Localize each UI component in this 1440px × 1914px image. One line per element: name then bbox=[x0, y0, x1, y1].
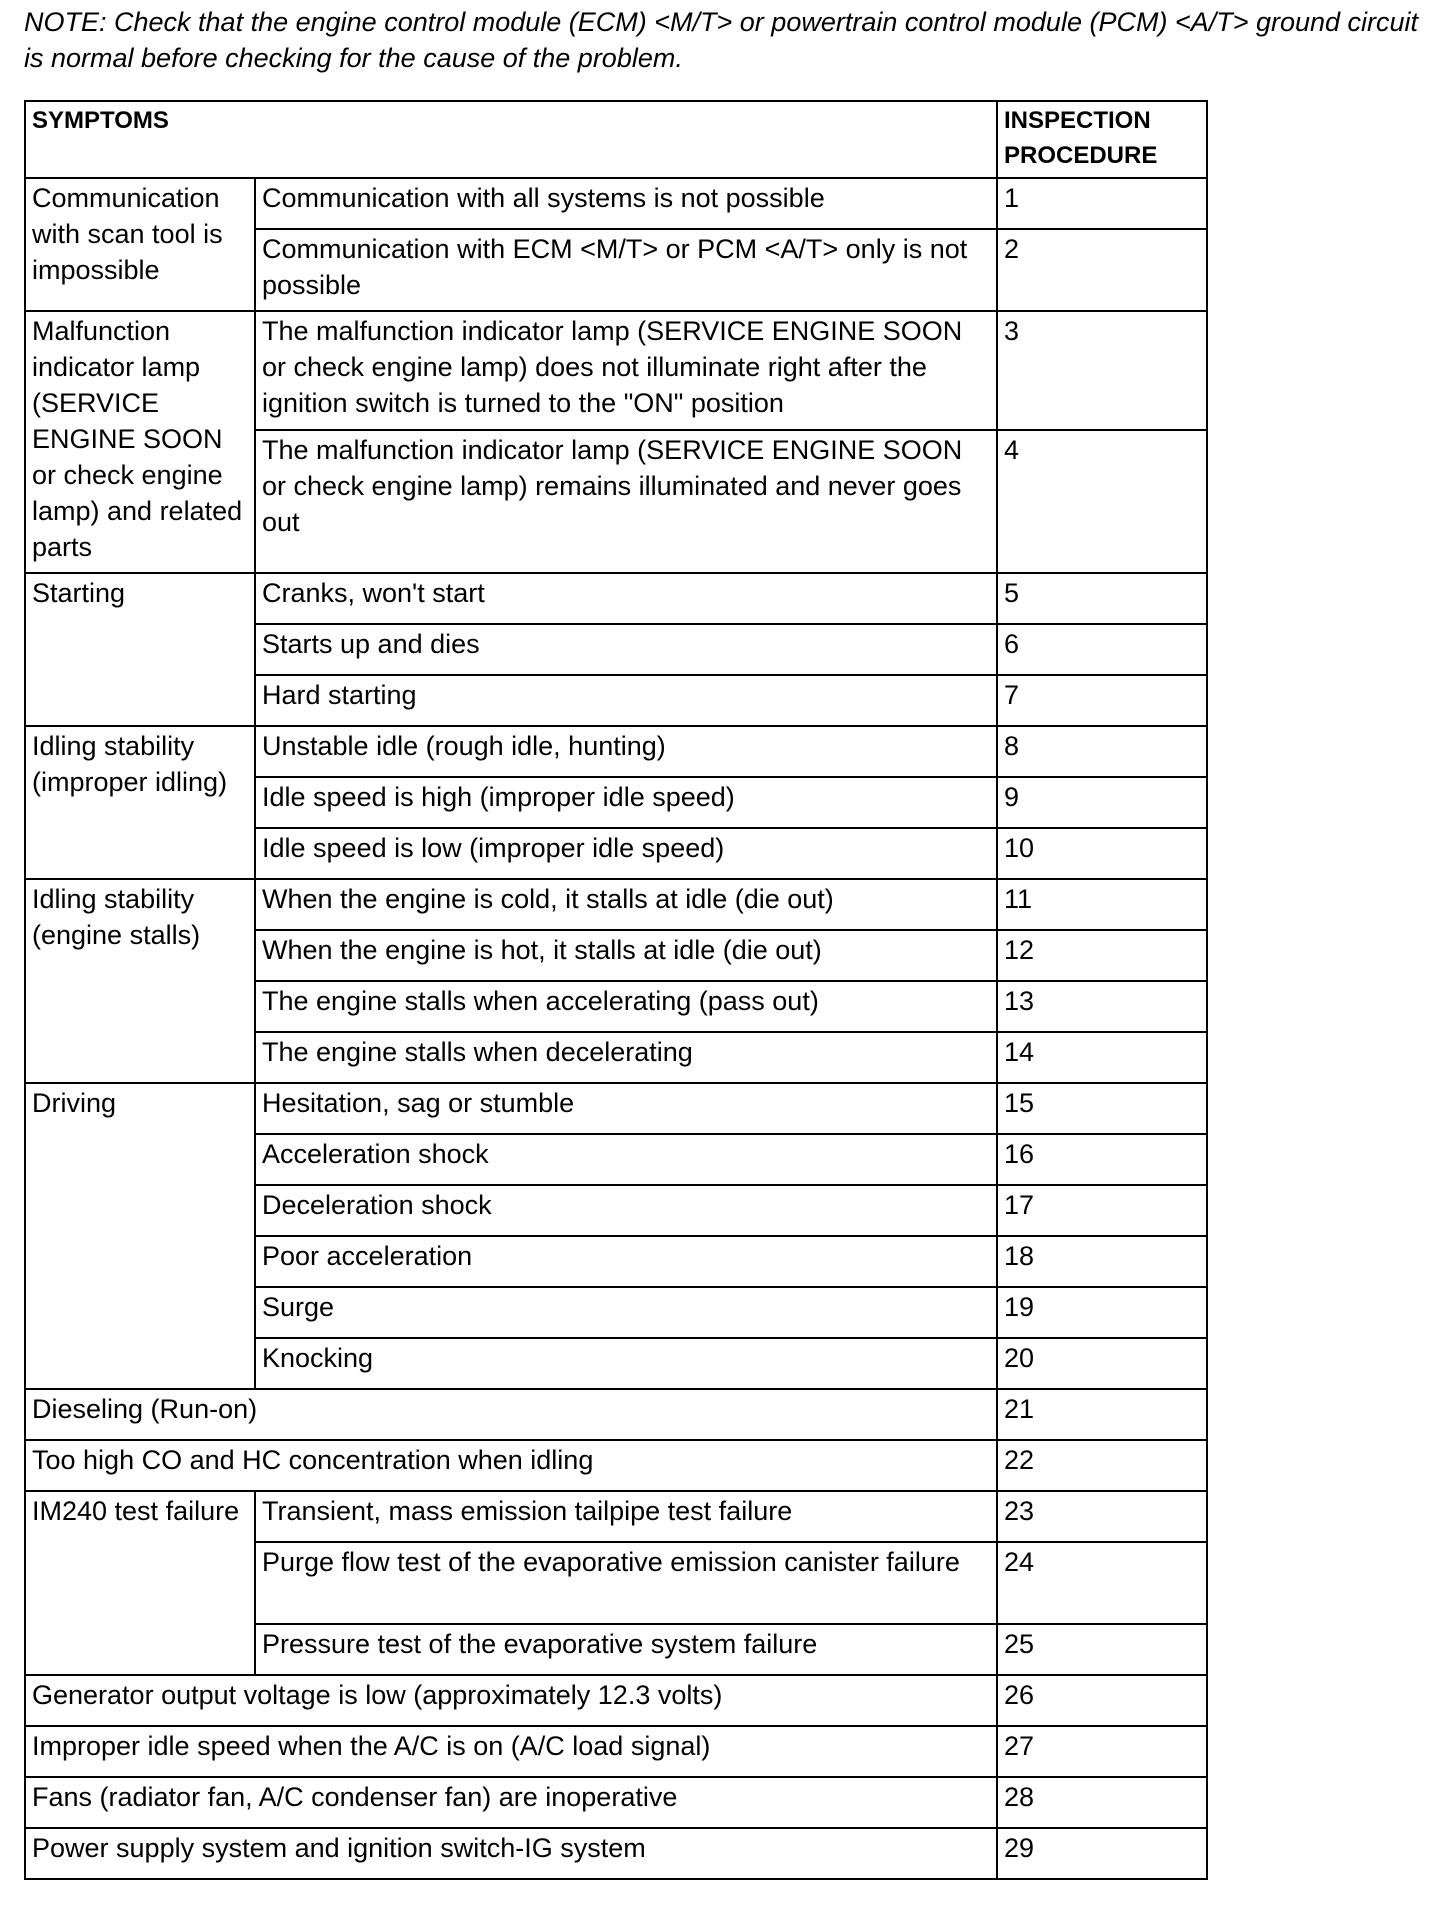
procedure-cell: 27 bbox=[997, 1726, 1207, 1777]
table-row bbox=[25, 178, 1207, 229]
note-text: NOTE: Check that the engine control module (ECM) <M/T> or powertrain control module (PCM) <A/T> ground circuit is normal before checking for the cause of the problem. bbox=[24, 7, 1419, 73]
group-cell: Idling stability (engine stalls) bbox=[25, 879, 255, 1083]
symptom-cell: Fans (radiator fan, A/C condenser fan) are inoperative bbox=[25, 1777, 997, 1828]
procedure-cell: 12 bbox=[997, 930, 1207, 981]
procedure-cell: 18 bbox=[997, 1236, 1207, 1287]
procedure-cell: 3 bbox=[997, 311, 1207, 430]
group-cell: IM240 test failure bbox=[25, 1491, 255, 1675]
symptom-cell: Hard starting bbox=[255, 675, 997, 726]
table-row bbox=[25, 311, 1207, 430]
symptom-cell: Starts up and dies bbox=[255, 624, 997, 675]
group-cell: Starting bbox=[25, 573, 255, 726]
symptom-cell: Surge bbox=[255, 1287, 997, 1338]
procedure-cell: 20 bbox=[997, 1338, 1207, 1389]
procedure-cell: 9 bbox=[997, 777, 1207, 828]
symptom-cell: Poor acceleration bbox=[255, 1236, 997, 1287]
symptom-cell: Purge flow test of the evaporative emission canister failure bbox=[255, 1542, 997, 1624]
symptom-cell: The malfunction indicator lamp (SERVICE ENGINE SOON or check engine lamp) does not illuminate right after the ignition switch is turned to the "ON" position bbox=[255, 311, 997, 430]
table-row bbox=[25, 573, 1207, 624]
symptom-cell: When the engine is hot, it stalls at idle (die out) bbox=[255, 930, 997, 981]
table-row bbox=[25, 1675, 1207, 1726]
header-symptoms: SYMPTOMS bbox=[25, 101, 997, 178]
symptom-cell: Hesitation, sag or stumble bbox=[255, 1083, 997, 1134]
group-cell: Communication with scan tool is impossible bbox=[25, 178, 255, 311]
table-row bbox=[25, 1777, 1207, 1828]
group-cell: Idling stability (improper idling) bbox=[25, 726, 255, 879]
procedure-cell: 15 bbox=[997, 1083, 1207, 1134]
symptom-cell: Transient, mass emission tailpipe test failure bbox=[255, 1491, 997, 1542]
procedure-cell: 5 bbox=[997, 573, 1207, 624]
procedure-cell: 19 bbox=[997, 1287, 1207, 1338]
procedure-cell: 25 bbox=[997, 1624, 1207, 1675]
table-row bbox=[25, 879, 1207, 930]
procedure-cell: 26 bbox=[997, 1675, 1207, 1726]
table-row bbox=[25, 1726, 1207, 1777]
procedure-cell: 13 bbox=[997, 981, 1207, 1032]
symptom-cell: Improper idle speed when the A/C is on (A/C load signal) bbox=[25, 1726, 997, 1777]
group-cell: Driving bbox=[25, 1083, 255, 1389]
procedure-cell: 16 bbox=[997, 1134, 1207, 1185]
procedure-cell: 28 bbox=[997, 1777, 1207, 1828]
symptom-cell: Too high CO and HC concentration when idling bbox=[25, 1440, 997, 1491]
table-row bbox=[25, 1491, 1207, 1542]
procedure-cell: 8 bbox=[997, 726, 1207, 777]
symptom-cell: Acceleration shock bbox=[255, 1134, 997, 1185]
symptom-cell: The engine stalls when decelerating bbox=[255, 1032, 997, 1083]
procedure-cell: 10 bbox=[997, 828, 1207, 879]
procedure-cell: 29 bbox=[997, 1828, 1207, 1879]
symptom-cell: Idle speed is high (improper idle speed) bbox=[255, 777, 997, 828]
symptom-cell: Unstable idle (rough idle, hunting) bbox=[255, 726, 997, 777]
procedure-cell: 6 bbox=[997, 624, 1207, 675]
procedure-cell: 24 bbox=[997, 1542, 1207, 1624]
procedure-cell: 7 bbox=[997, 675, 1207, 726]
symptom-cell: The engine stalls when accelerating (pass out) bbox=[255, 981, 997, 1032]
symptom-cell: Dieseling (Run-on) bbox=[25, 1389, 997, 1440]
symptom-cell: The malfunction indicator lamp (SERVICE ENGINE SOON or check engine lamp) remains illuminated and never goes out bbox=[255, 430, 997, 573]
procedure-cell: 21 bbox=[997, 1389, 1207, 1440]
symptom-table bbox=[24, 100, 1208, 1880]
symptom-cell: Pressure test of the evaporative system failure bbox=[255, 1624, 997, 1675]
procedure-cell: 22 bbox=[997, 1440, 1207, 1491]
procedure-cell: 23 bbox=[997, 1491, 1207, 1542]
procedure-cell: 1 bbox=[997, 178, 1207, 229]
table-row bbox=[25, 1828, 1207, 1879]
symptom-cell: Power supply system and ignition switch-IG system bbox=[25, 1828, 997, 1879]
symptom-cell: Generator output voltage is low (approximately 12.3 volts) bbox=[25, 1675, 997, 1726]
procedure-cell: 2 bbox=[997, 229, 1207, 311]
symptom-cell: Communication with ECM <M/T> or PCM <A/T> only is not possible bbox=[255, 229, 997, 311]
procedure-cell: 4 bbox=[997, 430, 1207, 573]
group-cell: Malfunction indicator lamp (SERVICE ENGINE SOON or check engine lamp) and related parts bbox=[25, 311, 255, 573]
header-procedure: INSPECTION PROCEDURE bbox=[997, 101, 1207, 178]
symptom-cell: Communication with all systems is not possible bbox=[255, 178, 997, 229]
procedure-cell: 17 bbox=[997, 1185, 1207, 1236]
procedure-cell: 14 bbox=[997, 1032, 1207, 1083]
symptom-cell: Deceleration shock bbox=[255, 1185, 997, 1236]
symptom-cell: Idle speed is low (improper idle speed) bbox=[255, 828, 997, 879]
table-row bbox=[25, 1440, 1207, 1491]
table-header-row bbox=[25, 101, 1207, 178]
symptom-cell: When the engine is cold, it stalls at idle (die out) bbox=[255, 879, 997, 930]
table-row bbox=[25, 726, 1207, 777]
symptom-cell: Knocking bbox=[255, 1338, 997, 1389]
table-row bbox=[25, 1083, 1207, 1134]
table-row bbox=[25, 1389, 1207, 1440]
procedure-cell: 11 bbox=[997, 879, 1207, 930]
symptom-cell: Cranks, won't start bbox=[255, 573, 997, 624]
